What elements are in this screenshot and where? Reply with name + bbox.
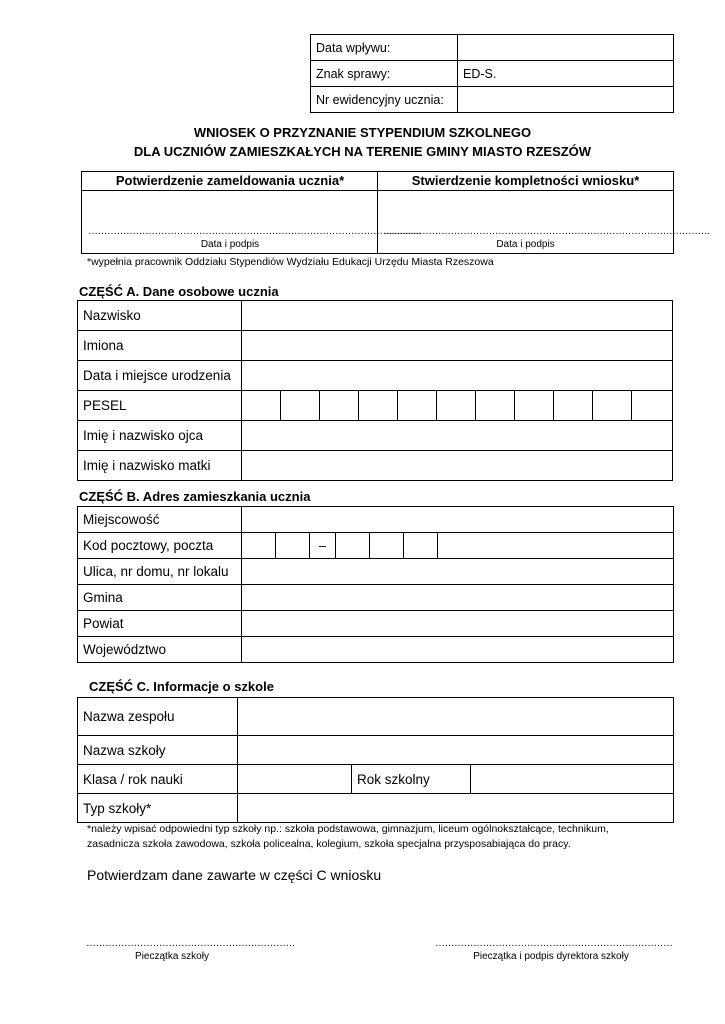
street-label: Ulica, nr domu, nr lokalu (78, 559, 242, 585)
birth-date-place-field[interactable] (242, 361, 673, 391)
postal-digit-box[interactable] (276, 533, 310, 559)
voivodeship-row (78, 637, 674, 663)
pesel-digit-box[interactable] (476, 391, 515, 421)
locality-row (78, 507, 674, 533)
class-label: Klasa / rok nauki (78, 765, 238, 794)
locality-label: Miejscowość (78, 507, 242, 533)
surname-field[interactable] (242, 301, 673, 331)
district-label: Powiat (78, 611, 242, 637)
pesel-digit-box[interactable] (359, 391, 398, 421)
pesel-label: PESEL (78, 391, 242, 421)
case-number-field[interactable]: ED-S. (458, 61, 674, 87)
residence-signature-line[interactable]: …………………………………………………………………………………………… (88, 226, 421, 237)
received-date-row (311, 35, 674, 61)
case-number-label: Znak sprawy: (311, 61, 458, 87)
school-stamp-line[interactable]: ………………………………………………………… (86, 938, 295, 949)
document-title-line2: DLA UCZNIÓW ZAMIESZKAŁYCH NA TERENIE GMINY MIASTO RZESZÓW (133, 144, 592, 159)
postal-digit-box[interactable] (242, 533, 276, 559)
mother-name-row (78, 451, 673, 481)
confirmation-statement: Potwierdzam dane zawarte w części C wniosku (87, 867, 382, 883)
residence-signature-caption: Data i podpis (200, 239, 260, 250)
school-year-label: Rok szkolny (352, 765, 471, 794)
district-row (78, 611, 674, 637)
case-number-row (311, 61, 674, 87)
pesel-digit-box[interactable] (515, 391, 554, 421)
postal-dash: – (310, 533, 336, 559)
office-confirmation-box (81, 171, 710, 254)
school-type-footnote-line2: zasadnicza szkoła zawodowa, szkoła policealna, kolegium, szkoła specjalna przysposabiająca do pracy. (87, 838, 571, 850)
postal-digit-box[interactable] (370, 533, 404, 559)
school-complex-row (78, 698, 674, 736)
part-b-heading: CZĘŚĆ B. Adres zamieszkania ucznia (79, 489, 311, 504)
school-year-field[interactable] (471, 765, 674, 794)
surname-row (78, 301, 673, 331)
pesel-digit-box[interactable] (593, 391, 632, 421)
voivodeship-label: Województwo (78, 637, 242, 663)
pesel-digit-box[interactable] (437, 391, 476, 421)
post-office-field[interactable] (438, 533, 674, 559)
completeness-signature-caption: Data i podpis (496, 239, 555, 250)
surname-label: Nazwisko (78, 301, 242, 331)
birth-date-place-row (78, 361, 673, 391)
commune-field[interactable] (242, 585, 674, 611)
school-name-label: Nazwa szkoły (78, 736, 238, 765)
personal-data-table (77, 300, 673, 481)
mother-name-label: Imię i nazwisko matki (78, 451, 242, 481)
street-field[interactable] (242, 559, 674, 585)
student-record-number-field[interactable] (458, 87, 674, 113)
pesel-digit-box[interactable] (320, 391, 359, 421)
school-type-field[interactable] (238, 794, 674, 823)
director-signature-caption: Pieczątka i podpis dyrektora szkoły (473, 951, 629, 962)
part-c-heading: CZĘŚĆ C. Informacje o szkole (89, 679, 274, 694)
school-info-table (77, 697, 674, 823)
address-table (77, 506, 674, 663)
director-signature-line[interactable]: ………………………………………………………………… (435, 938, 673, 949)
locality-field[interactable] (242, 507, 674, 533)
pesel-digit-box[interactable] (281, 391, 320, 421)
residence-confirmation-column (82, 172, 421, 253)
first-names-row (78, 331, 673, 361)
voivodeship-field[interactable] (242, 637, 674, 663)
class-row (78, 765, 674, 794)
student-record-number-row (311, 87, 674, 113)
postal-code-label: Kod pocztowy, poczta (78, 533, 242, 559)
received-date-field[interactable] (458, 35, 674, 61)
completeness-confirmation-column (378, 172, 710, 253)
pesel-digit-box[interactable] (242, 391, 281, 421)
residence-confirmation-header: Potwierdzenie zameldowania ucznia* (82, 172, 378, 191)
student-record-number-label: Nr ewidencyjny ucznia: (311, 87, 458, 113)
school-type-footnote-line1: *należy wpisać odpowiedni typ szkoły np.: szkoła podstawowa, gimnazjum, liceum ogólnokształcące, technikum, (87, 823, 609, 835)
school-type-label: Typ szkoły* (78, 794, 238, 823)
commune-label: Gmina (78, 585, 242, 611)
father-name-label: Imię i nazwisko ojca (78, 421, 242, 451)
mother-name-field[interactable] (242, 451, 673, 481)
pesel-row (78, 391, 673, 421)
completeness-confirmation-header: Stwierdzenie kompletności wniosku* (378, 172, 673, 191)
father-name-field[interactable] (242, 421, 673, 451)
school-complex-field[interactable] (238, 698, 674, 736)
school-complex-label: Nazwa zespołu (78, 698, 238, 736)
document-title-line1: WNIOSEK O PRZYZNANIE STYPENDIUM SZKOLNEGO (193, 125, 532, 140)
postal-code-row (78, 533, 674, 559)
pesel-digit-box[interactable] (398, 391, 437, 421)
street-row (78, 559, 674, 585)
district-field[interactable] (242, 611, 674, 637)
part-a-heading: CZĘŚĆ A. Dane osobowe ucznia (79, 284, 279, 299)
first-names-field[interactable] (242, 331, 673, 361)
father-name-row (78, 421, 673, 451)
registration-info-table (310, 34, 674, 113)
completeness-signature-line[interactable]: …………………………………………………………………………………………. (384, 226, 710, 237)
school-stamp-caption: Pieczątka szkoły (135, 951, 209, 962)
school-name-field[interactable] (238, 736, 674, 765)
birth-date-place-label: Data i miejsce urodzenia (78, 361, 242, 391)
class-field[interactable] (238, 765, 352, 794)
pesel-digit-box[interactable] (632, 391, 673, 421)
postal-digit-box[interactable] (336, 533, 370, 559)
postal-digit-box[interactable] (404, 533, 438, 559)
school-name-row (78, 736, 674, 765)
received-date-label: Data wpływu: (311, 35, 458, 61)
school-type-row (78, 794, 674, 823)
office-footnote: *wypełnia pracownik Oddziału Stypendiów Wydziału Edukacji Urzędu Miasta Rzeszowa (87, 256, 494, 268)
first-names-label: Imiona (78, 331, 242, 361)
commune-row (78, 585, 674, 611)
pesel-digit-box[interactable] (554, 391, 593, 421)
